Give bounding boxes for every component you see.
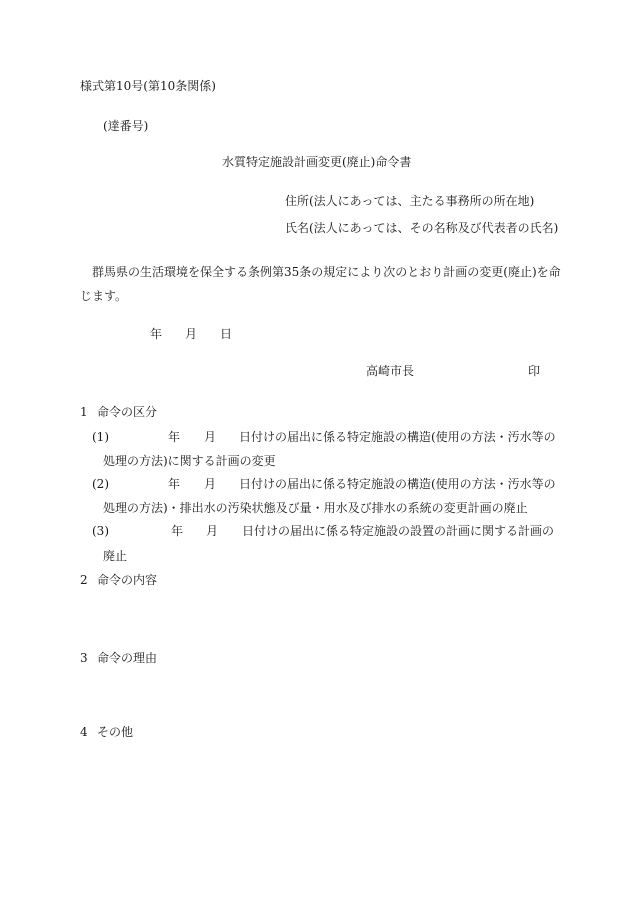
addressee-address: 住所(法人にあっては、主たる事務所の所在地): [285, 194, 535, 208]
item-text-line2: 処理の方法)に関する計画の変更: [103, 454, 276, 468]
document-number: (達番号): [103, 119, 149, 133]
item-number: (1): [92, 430, 109, 444]
form-number: 様式第10号(第10条関係): [80, 79, 216, 93]
date-year: 年: [150, 327, 163, 341]
date-month: 月: [185, 327, 198, 341]
addressee-name: 氏名(法人にあっては、その名称及び代表者の氏名): [285, 221, 559, 235]
body-text-line1: 群馬県の生活環境を保全する条例第35条の規定により次のとおり計画の変更(廃止)を命: [92, 265, 561, 279]
seal-mark: 印: [528, 364, 541, 378]
issuer-name: 高崎市長: [366, 364, 415, 378]
body-text-line2: じます。: [80, 289, 128, 303]
item-text-line1: 日付けの届出に係る特定施設の設置の計画に関する計画の: [242, 524, 555, 538]
item-text-line2: 処理の方法)・排出水の汚染状態及び量・用水及び排水の系統の変更計画の廃止: [103, 501, 528, 515]
section-heading: 命令の理由: [97, 651, 158, 665]
item-month: 月: [204, 430, 217, 444]
item-year: 年: [171, 524, 184, 538]
section-number: 2: [80, 573, 88, 587]
section-heading: その他: [97, 725, 134, 739]
section-number: 3: [80, 651, 88, 665]
item-text-line1: 日付けの届出に係る特定施設の構造(使用の方法・汚水等の: [239, 430, 556, 444]
item-text-line2: 廃止: [103, 549, 128, 563]
section-number: 4: [80, 725, 88, 739]
item-text-line1: 日付けの届出に係る特定施設の構造(使用の方法・汚水等の: [239, 477, 556, 491]
section-heading: 命令の区分: [97, 405, 158, 419]
date-day: 日: [220, 327, 233, 341]
item-year: 年: [168, 430, 181, 444]
document-title: 水質特定施設計画変更(廃止)命令書: [222, 155, 412, 169]
item-number: (2): [92, 477, 109, 491]
section-number: 1: [80, 405, 88, 419]
section-heading: 命令の内容: [97, 573, 158, 587]
item-year: 年: [168, 477, 181, 491]
item-month: 月: [206, 524, 219, 538]
item-number: (3): [92, 524, 109, 538]
item-month: 月: [204, 477, 217, 491]
